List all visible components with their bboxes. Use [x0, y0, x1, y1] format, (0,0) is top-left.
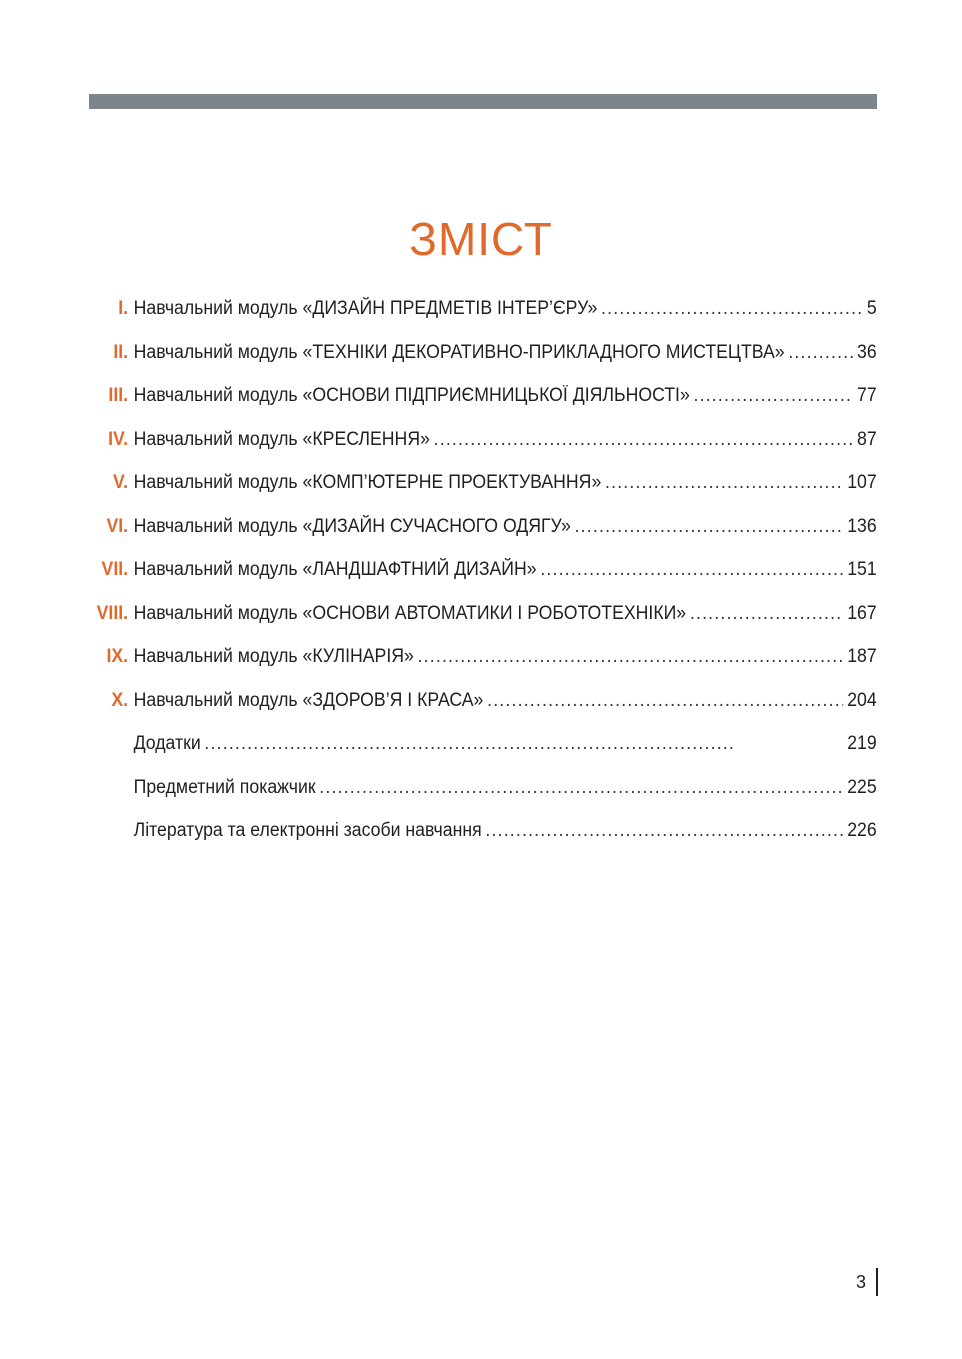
toc-entry-title: Навчальний модуль «ОСНОВИ ПІДПРИЄМНИЦЬКОЇ ДІЯЛЬНОСТІ» — [133, 385, 690, 406]
toc-entry-title: Навчальний модуль «ТЕХНІКИ ДЕКОРАТИВНО-ПРИКЛАДНОГО МИСТЕЦТВА» — [133, 341, 785, 363]
toc-entry-title: Додатки — [133, 733, 201, 754]
toc-entry[interactable] — [89, 690, 877, 734]
toc-entry-number: V. — [112, 472, 129, 493]
toc-entry-number: X. — [111, 689, 129, 711]
toc-entry-page: 107 — [847, 472, 877, 493]
page-title: ЗМІСТ — [409, 212, 553, 265]
dot-leader — [788, 342, 853, 364]
toc-entry-page: 36 — [857, 341, 877, 363]
toc-entry-number: VIII. — [96, 602, 129, 624]
toc-entry-page: 226 — [847, 820, 877, 841]
toc-entry-page: 187 — [847, 646, 877, 667]
toc-entry-page: 167 — [847, 602, 877, 624]
toc-entry[interactable] — [89, 298, 877, 342]
toc-entry-number: IX. — [106, 646, 129, 667]
toc-entry[interactable] — [89, 603, 877, 647]
toc-entry-title: Навчальний модуль «ЛАНДШАФТНИЙ ДИЗАЙН» — [133, 559, 537, 580]
toc-entry-title: Предметний покажчик — [133, 776, 316, 798]
toc-entry-title: Навчальний модуль «ОСНОВИ АВТОМАТИКИ І РОБОТОТЕХНІКИ» — [133, 602, 687, 624]
dot-leader — [487, 690, 843, 712]
dot-leader — [418, 646, 844, 668]
toc-entry-page: 151 — [847, 559, 877, 580]
toc-entry-page: 225 — [847, 776, 877, 798]
toc-entry-number: VII. — [101, 559, 129, 580]
dot-leader — [605, 472, 844, 494]
toc-entry-title: Навчальний модуль «КРЕСЛЕННЯ» — [133, 428, 430, 450]
toc-entry-number: III. — [108, 385, 129, 406]
toc-entry-title: Література та електронні засоби навчання — [133, 820, 482, 841]
toc-entry-page: 77 — [857, 385, 877, 406]
dot-leader — [690, 603, 844, 625]
toc-entry-title: Навчальний модуль «ДИЗАЙН СУЧАСНОГО ОДЯГУ» — [133, 515, 571, 537]
toc-entry-title: Навчальний модуль «ЗДОРОВ’Я І КРАСА» — [133, 689, 484, 711]
toc-entry-number: I. — [118, 298, 129, 319]
toc-entry[interactable] — [89, 472, 877, 516]
toc-entry[interactable] — [89, 516, 877, 560]
dot-leader — [601, 298, 863, 320]
table-of-contents — [89, 298, 877, 864]
toc-entry-number: II. — [113, 341, 129, 363]
toc-entry-page: 204 — [847, 689, 877, 711]
dot-leader — [575, 516, 844, 538]
toc-entry-page: 5 — [866, 298, 877, 319]
page-number: 3 — [855, 1271, 866, 1292]
toc-entry[interactable] — [89, 385, 877, 429]
toc-entry[interactable] — [89, 342, 877, 386]
toc-entry[interactable] — [89, 429, 877, 473]
toc-entry-number: IV. — [108, 428, 129, 450]
page-footer — [840, 1268, 878, 1296]
dot-leader — [319, 777, 843, 799]
toc-entry-title: Навчальний модуль «ДИЗАЙН ПРЕДМЕТІВ ІНТЕР’ЄРУ» — [133, 298, 598, 319]
toc-entry-number: VI. — [106, 515, 129, 537]
toc-entry[interactable] — [89, 646, 877, 690]
toc-entry-page: 87 — [857, 428, 877, 450]
dot-leader — [485, 820, 843, 842]
toc-entry[interactable] — [89, 820, 877, 864]
page-number-rule — [876, 1268, 878, 1296]
toc-entry-title: Навчальний модуль «КУЛІНАРІЯ» — [133, 646, 414, 667]
dot-leader — [434, 429, 854, 451]
dot-leader — [204, 733, 843, 755]
dot-leader — [540, 559, 843, 581]
toc-entry[interactable] — [89, 559, 877, 603]
toc-entry-page: 136 — [847, 515, 877, 537]
header-bar — [89, 94, 877, 109]
toc-entry-page: 219 — [847, 733, 877, 754]
toc-entry[interactable] — [89, 733, 877, 777]
toc-entry[interactable] — [89, 777, 877, 821]
dot-leader — [694, 385, 854, 407]
toc-entry-title: Навчальний модуль «КОМП’ЮТЕРНЕ ПРОЕКТУВАННЯ» — [133, 472, 602, 493]
